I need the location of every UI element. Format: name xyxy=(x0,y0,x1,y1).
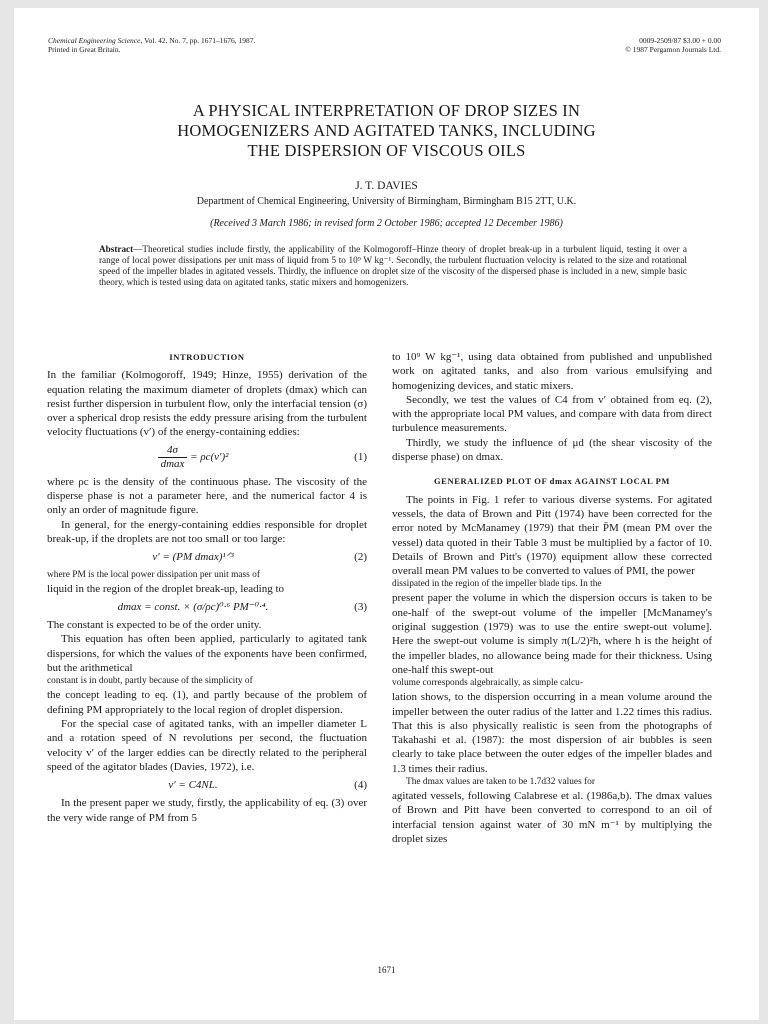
section-heading-generalized-plot: GENERALIZED PLOT OF dmax AGAINST LOCAL PM xyxy=(433,476,671,487)
numerator: 4σ xyxy=(158,444,188,458)
equation-body: v′ = C4NL. xyxy=(168,779,218,792)
author: J. T. DAVIES xyxy=(355,180,418,192)
right-column xyxy=(392,350,712,846)
paragraph: This equation has often been applied, particularly to agitated tank dispersions, for which the values of the exponents have been confirmed, but the arithmetical xyxy=(47,633,367,675)
paragraph: lation shows, to the dispersion occurring in a mean volume around the impeller between the outer radius of the latter and 1.22 times this radius. That this is also physically realistic is seen from the photographs of Takahashi et al. (1987): the most dispersion of air bubbles is seen clearly to take place between the outer edges of the impeller blades and 1.3 times their radius. xyxy=(392,691,712,775)
paragraph: agitated vessels, following Calabrese et al. (1986a,b). The dmax values of Brown and Pitt have been converted to correspond to an oil of interfacial tension against water of 30 mN m⁻¹ by multiplying the droplet sizes xyxy=(392,790,712,845)
received-dates: (Received 3 March 1986; in revised form 2 October 1986; accepted 12 December 1986) xyxy=(210,218,563,229)
equation-rhs: = ρc(v′)² xyxy=(190,450,229,463)
equation-number: (3) xyxy=(354,600,367,613)
paragraph: In the present paper we study, firstly, the applicability of eq. (3) over the very wide range of PM from 5 xyxy=(47,797,367,824)
title-line: HOMOGENIZERS AND AGITATED TANKS, INCLUDING xyxy=(177,121,596,140)
equation-1 xyxy=(47,444,367,471)
paragraph: dissipated in the region of the impeller blade tips. In the xyxy=(392,579,602,590)
equation-number: (2) xyxy=(354,551,367,564)
printed-note: Printed in Great Britain. xyxy=(48,45,121,54)
journal-header xyxy=(48,36,255,54)
page-number: 1671 xyxy=(377,965,396,975)
paragraph: In general, for the energy-containing eddies responsible for droplet break-up, if the droplets are not too small or too large: xyxy=(47,518,367,545)
equation-number: (4) xyxy=(354,779,367,792)
paragraph: Secondly, we test the values of C4 from v′ obtained from eq. (2), with the appropriate local PM values, and compare with data from direct turbulence measurements. xyxy=(392,393,712,435)
paragraph: For the special case of agitated tanks, with an impeller diameter L and a rotation speed of N revolutions per second, the fluctuation velocity v′ of the larger eddies can be directly related to the peripheral speed of the agitator blades (Davies, 1972), i.e. xyxy=(47,717,367,773)
copyright: © 1987 Pergamon Journals Ltd. xyxy=(625,45,721,54)
journal-name: Chemical Engineering Science xyxy=(48,36,141,45)
equation-number: (1) xyxy=(354,451,367,464)
paragraph: The dmax values are taken to be 1.7d32 values for xyxy=(406,777,595,788)
equation-4 xyxy=(47,778,367,792)
abstract-text: —Theoretical studies include firstly, the applicability of the Kolmogoroff–Hinze theory of droplet break-up in a turbulent liquid, testing it over a range of local power dissipations per unit mass of liquid from 5 to 10⁹ W kg⁻¹. Secondly, the turbulent fluctuation velocity is related to the size and rotational speed of the impeller blades in agitated vessels. Thirdly, the influence on droplet size of the viscosity of the dispersed phase is included in a new, simple basic theory, which is tested using data on agitated tanks, static mixers and homogenizers. xyxy=(99,244,687,287)
abstract xyxy=(99,244,687,288)
paragraph: Thirdly, we study the influence of μd (the shear viscosity of the disperse phase) on dmax. xyxy=(392,436,712,464)
journal-page xyxy=(14,8,759,1020)
copyright-header xyxy=(625,36,721,54)
affiliation: Department of Chemical Engineering, University of Birmingham, Birmingham B15 2TT, U.K. xyxy=(196,196,577,207)
paragraph: The points in Fig. 1 refer to various diverse systems. For agitated vessels, the data of Brown and Pitt (1974) have been corrected for the error noted by McManamey (1979) that their P̄M (mean PM over the vessel) data quoted in their Table 3 must be multiplied by a factor of 10. Details of Brown and Pitt's (1970) equipment allow these corrected overall mean PM values to be converted to values of PMI, the power xyxy=(392,493,712,578)
paragraph: The constant is expected to be of the order unity. xyxy=(47,619,262,632)
paper-title xyxy=(54,101,719,161)
paragraph: In the familiar (Kolmogoroff, 1949; Hinze, 1955) derivation of the equation relating the maximum diameter of droplets (dmax) which can resist further dispersion in turbulent flow, only the interfacial tension (σ) over a spherical drop resists the eddy pressure arising from the turbulent velocity fluctuations (v′) of the energy-containing eddies: xyxy=(47,369,367,439)
paragraph: where PM is the local power dissipation per unit mass of xyxy=(47,569,260,580)
paragraph: where ρc is the density of the continuous phase. The viscosity of the disperse phase is not a parameter here, and the numerical factor 4 is only an order of magnitude figure. xyxy=(47,475,367,517)
paragraph: the concept leading to eq. (1), and partly because of the problem of defining PM appropriately to the local region of droplet dispersion. xyxy=(47,689,367,716)
equation-2 xyxy=(47,550,367,564)
equation-3 xyxy=(47,600,367,614)
paragraph: constant is in doubt, partly because of the simplicity of xyxy=(47,676,253,687)
journal-citation: , Vol. 42, No. 7, pp. 1671–1676, 1987. xyxy=(140,36,256,45)
fraction xyxy=(158,444,188,471)
equation-body: v′ = (PM dmax)¹ᐟ³ xyxy=(152,551,234,564)
left-column xyxy=(47,350,367,825)
paragraph: to 10⁹ W kg⁻¹, using data obtained from published and unpublished work on agitated tanks, and also from various emulsifying and homogenizing devices, and static mixers. xyxy=(392,351,712,392)
abstract-label: Abstract xyxy=(99,244,134,254)
title-line: THE DISPERSION OF VISCOUS OILS xyxy=(247,141,526,160)
denominator: dmax xyxy=(160,457,185,470)
paragraph: present paper the volume in which the dispersion occurs is taken to be one-half of the swept-out volume of the impeller [McManamey's original suggestion (1979) was to use the entire swept-out volume]. Here the swept-out volume is simply π(L/2)²h, where h is the height of the impeller blades, no allowance being made for their thickness. Using one-half this swept-out xyxy=(392,592,712,676)
equation-body: dmax = const. × (σ/ρc)⁰·⁶ PM⁻⁰·⁴. xyxy=(117,600,269,613)
section-heading-introduction: INTRODUCTION xyxy=(169,352,245,362)
paragraph: volume corresponds algebraically, as simple calcu- xyxy=(392,678,583,689)
title-line: A PHYSICAL INTERPRETATION OF DROP SIZES IN xyxy=(192,101,581,120)
article-code: 0009-2509/87 $3.00 + 0.00 xyxy=(639,36,721,45)
paragraph: liquid in the region of the droplet break-up, leading to xyxy=(47,582,285,595)
